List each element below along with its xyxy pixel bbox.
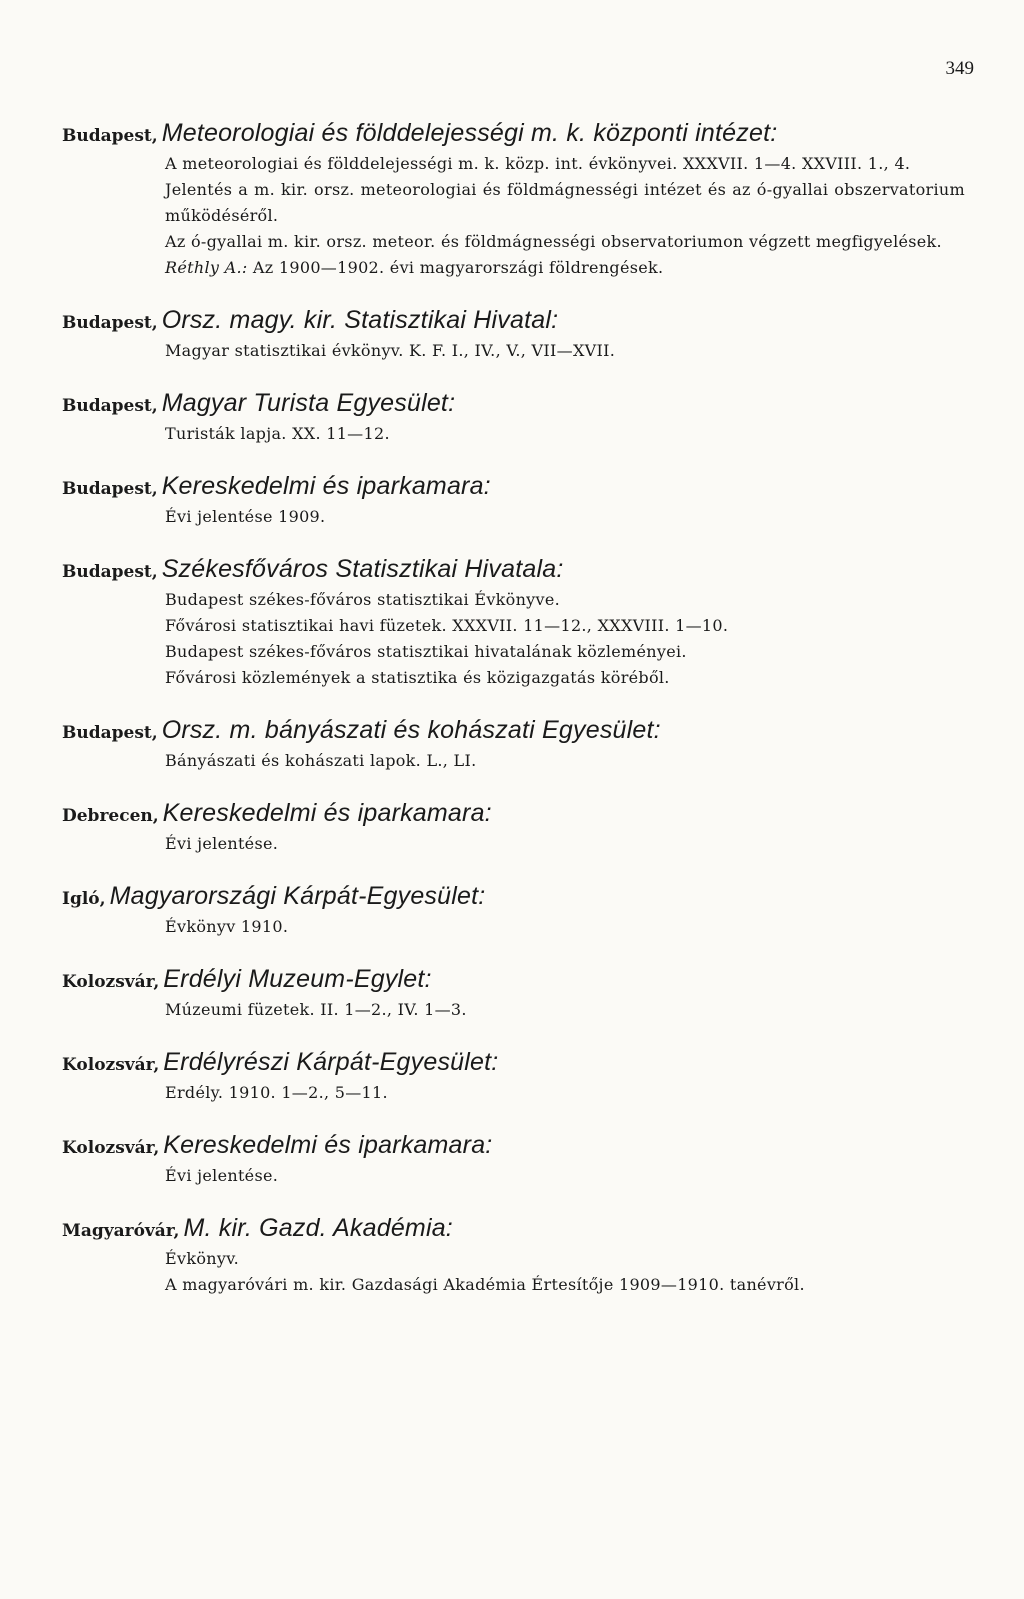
entry-heading xyxy=(62,118,982,151)
publication-title: Bányászati és kohászati lapok. L., LI. xyxy=(165,751,477,770)
publication-line xyxy=(165,831,982,857)
entry xyxy=(62,554,982,691)
publication-list xyxy=(165,421,982,447)
publication-line xyxy=(165,1163,982,1189)
institution-name: Székesfőváros Statisztikai Hivatala: xyxy=(161,555,564,583)
publication-line xyxy=(165,665,982,691)
city-name: Budapest, xyxy=(62,313,158,333)
publication-line xyxy=(165,613,982,639)
publication-line xyxy=(165,1272,982,1298)
publication-line xyxy=(165,151,965,177)
city-name: Debrecen, xyxy=(62,806,159,826)
publication-title: Az ó-gyallai m. kir. orsz. meteor. és földmágnességi observatoriumon végzett megfigyelések. xyxy=(165,232,942,251)
publication-line xyxy=(165,338,982,364)
publication-title: Évkönyv. xyxy=(165,1249,240,1268)
entry xyxy=(62,1213,982,1298)
publication-title: Évi jelentése. xyxy=(165,1166,279,1185)
entry xyxy=(62,1047,982,1106)
institution-name: Orsz. m. bányászati és kohászati Egyesület: xyxy=(161,716,661,744)
entry-heading xyxy=(62,388,982,421)
publication-line xyxy=(165,229,965,255)
publication-title: Budapest székes-főváros statisztikai Évkönyve. xyxy=(165,590,561,609)
publication-title: Fővárosi közlemények a statisztika és közigazgatás köréből. xyxy=(165,668,670,687)
city-name: Budapest, xyxy=(62,562,158,582)
institution-name: Magyarországi Kárpát-Egyesület: xyxy=(109,882,486,910)
entry xyxy=(62,305,982,364)
publication-line xyxy=(165,504,982,530)
city-name: Budapest, xyxy=(62,396,158,416)
publication-title: A meteorologiai és földdelejességi m. k. közp. int. évkönyvei. XXXVII. 1—4. XXVIII. 1., 4. xyxy=(165,154,911,173)
publication-title: Fővárosi statisztikai havi füzetek. XXXVII. 11—12., XXXVIII. 1—10. xyxy=(165,616,729,635)
city-name: Budapest, xyxy=(62,479,158,499)
institution-name: Orsz. magy. kir. Statisztikai Hivatal: xyxy=(161,306,559,334)
entry-list xyxy=(62,118,982,1322)
publication-list xyxy=(165,1163,982,1189)
publication-line xyxy=(165,255,982,281)
publication-line xyxy=(165,748,982,774)
publication-list xyxy=(165,831,982,857)
entry xyxy=(62,388,982,447)
institution-name: Erdélyrészi Kárpát-Egyesület: xyxy=(163,1048,499,1076)
publication-list xyxy=(165,1246,982,1298)
city-name: Kolozsvár, xyxy=(62,972,160,992)
city-name: Kolozsvár, xyxy=(62,1138,160,1158)
city-name: Igló, xyxy=(62,889,106,909)
publication-title: Budapest székes-főváros statisztikai hivatalának közleményei. xyxy=(165,642,687,661)
publication-line xyxy=(165,1246,982,1272)
publication-list xyxy=(165,1080,982,1106)
publication-title: Az 1900—1902. évi magyarországi földrengések. xyxy=(252,258,664,277)
publication-line xyxy=(165,914,982,940)
institution-name: Kereskedelmi és iparkamara: xyxy=(161,472,491,500)
institution-name: Magyar Turista Egyesület: xyxy=(161,389,456,417)
entry-heading xyxy=(62,554,982,587)
publication-list xyxy=(165,997,982,1023)
entry xyxy=(62,118,982,281)
publication-list xyxy=(165,587,982,691)
publication-line xyxy=(165,997,982,1023)
publication-line xyxy=(165,639,982,665)
institution-name: Erdélyi Muzeum-Egylet: xyxy=(163,965,432,993)
publication-title: Jelentés a m. kir. orsz. meteorologiai és földmágnességi intézet és az ó-gyallai obszervatorium működéséről. xyxy=(165,180,965,225)
publication-list xyxy=(165,748,982,774)
entry-heading xyxy=(62,881,982,914)
city-name: Kolozsvár, xyxy=(62,1055,160,1075)
entry xyxy=(62,881,982,940)
publication-title: Erdély. 1910. 1—2., 5—11. xyxy=(165,1083,388,1102)
publication-line xyxy=(165,1080,982,1106)
entry-heading xyxy=(62,1213,982,1246)
entry xyxy=(62,715,982,774)
entry xyxy=(62,1130,982,1189)
publication-list xyxy=(165,151,982,281)
entry xyxy=(62,964,982,1023)
institution-name: M. kir. Gazd. Akadémia: xyxy=(183,1214,453,1242)
city-name: Budapest, xyxy=(62,723,158,743)
entry xyxy=(62,798,982,857)
institution-name: Kereskedelmi és iparkamara: xyxy=(163,1131,493,1159)
entry-heading xyxy=(62,798,982,831)
publication-line xyxy=(165,177,965,229)
publication-title: Turisták lapja. XX. 11—12. xyxy=(165,424,390,443)
entry xyxy=(62,471,982,530)
author-name: Réthly A.: xyxy=(165,258,248,277)
entry-heading xyxy=(62,471,982,504)
entry-heading xyxy=(62,1130,982,1163)
institution-name: Meteorologiai és földdelejességi m. k. központi intézet: xyxy=(161,119,778,147)
publication-title: Évkönyv 1910. xyxy=(165,917,289,936)
publication-line xyxy=(165,421,982,447)
entry-heading xyxy=(62,1047,982,1080)
entry-heading xyxy=(62,964,982,997)
city-name: Budapest, xyxy=(62,126,158,146)
page-number: 349 xyxy=(945,58,974,79)
publication-title: Múzeumi füzetek. II. 1—2., IV. 1—3. xyxy=(165,1000,467,1019)
publication-title: Évi jelentése. xyxy=(165,834,279,853)
publication-list xyxy=(165,914,982,940)
publication-title: Évi jelentése 1909. xyxy=(165,507,326,526)
publication-title: A magyaróvári m. kir. Gazdasági Akadémia Értesítője 1909—1910. tanévről. xyxy=(165,1275,805,1294)
publication-line xyxy=(165,587,982,613)
entry-heading xyxy=(62,715,982,748)
city-name: Magyaróvár, xyxy=(62,1221,180,1241)
publication-list xyxy=(165,338,982,364)
institution-name: Kereskedelmi és iparkamara: xyxy=(162,799,492,827)
publication-title: Magyar statisztikai évkönyv. K. F. I., IV., V., VII—XVII. xyxy=(165,341,616,360)
entry-heading xyxy=(62,305,982,338)
publication-list xyxy=(165,504,982,530)
